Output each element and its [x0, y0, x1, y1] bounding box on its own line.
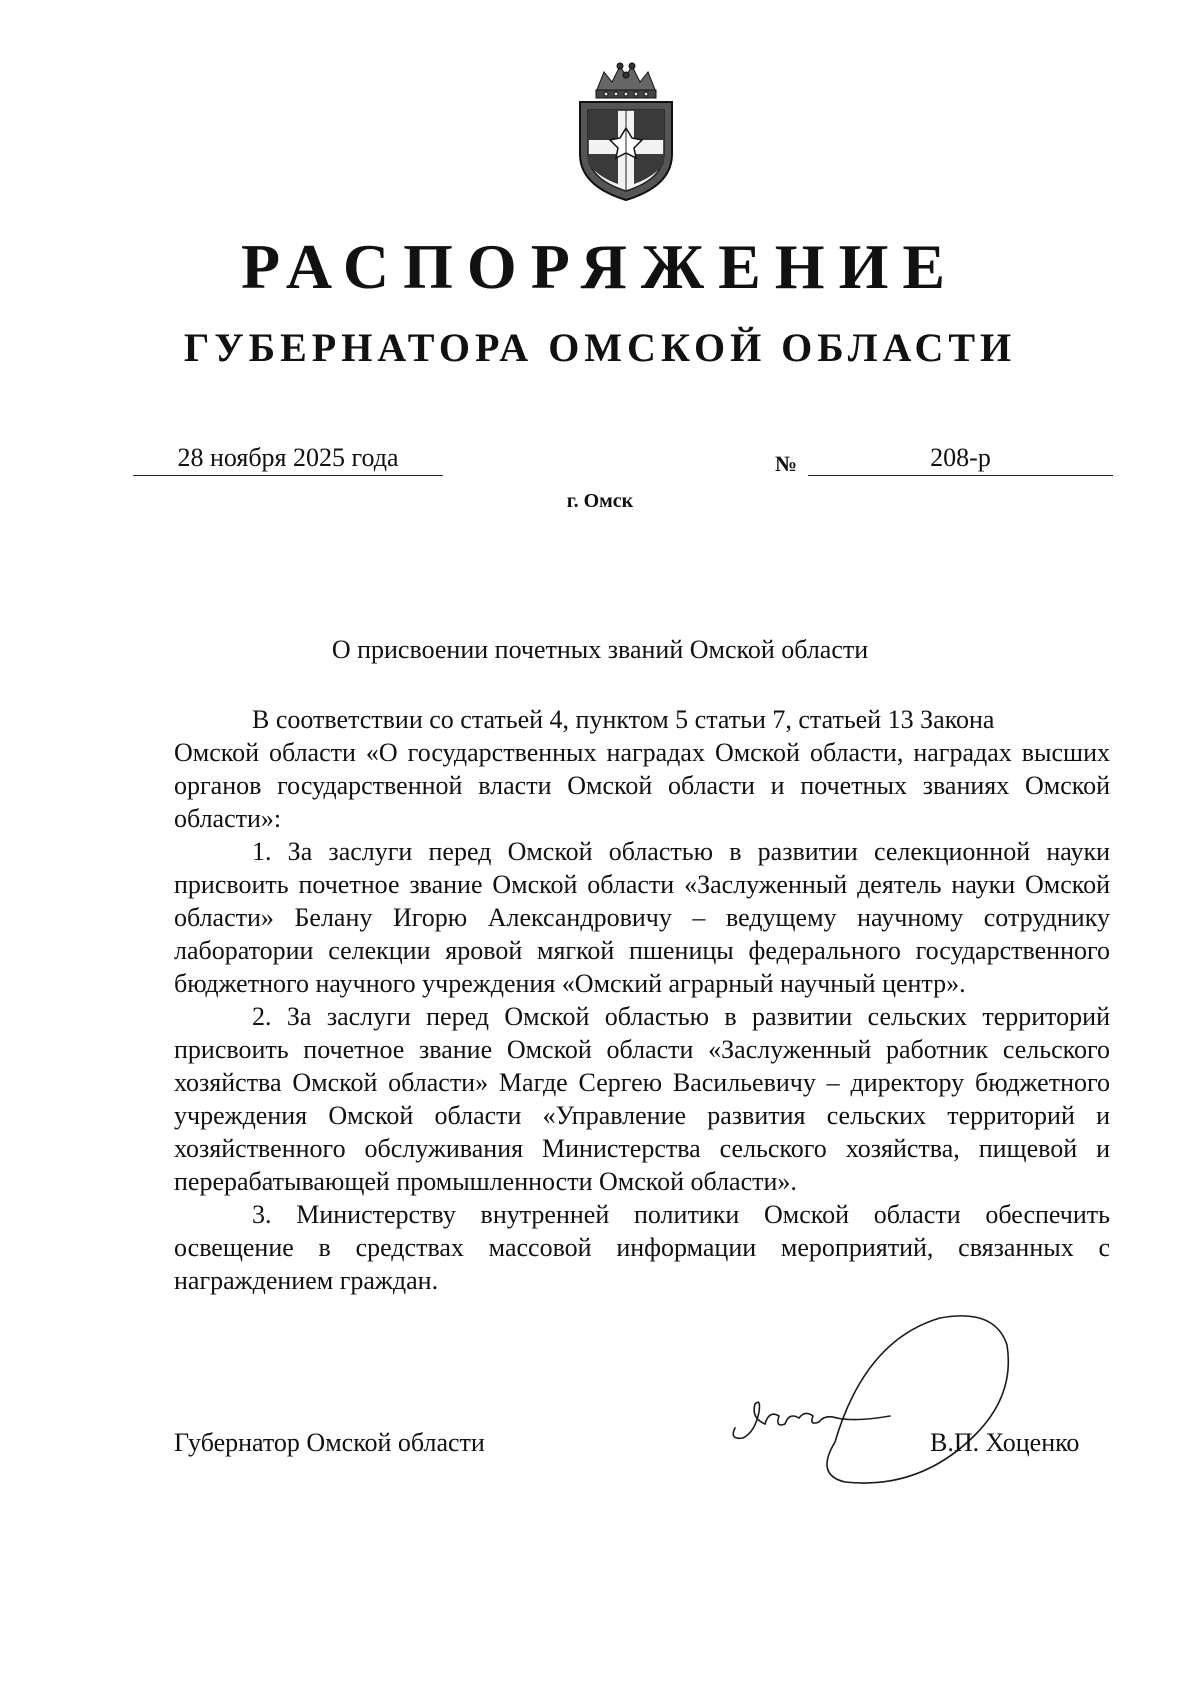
clause-1: 1. За заслуги перед Омской областью в развитии селекционной науки присвоить почетное звание Омской области «Заслуженный деятель науки Омской области» Белану Игорю Александровичу – ведущему научному сотруднику лаборатории селекции яровой мягкой пшеницы федерального государственного бюджетного научного учреждения «Омский аграрный научный центр». [174, 837, 1110, 998]
clause-2: 2. За заслуги перед Омской областью в развитии сельских территорий присвоить почетное звание Омской области «Заслуженный работник сельского хозяйства Омской области» Магде Сергею Васильевичу – директору бюджетного учреждения Омской области «Управление развития сельских территорий и хозяйственного обслуживания Министерства сельского хозяйства, пищевой и перерабатывающей промышленности Омской области». [174, 1002, 1110, 1196]
preamble-continuation: Омской области «О государственных наградах Омской области, наградах высших органов государственной власти Омской области и почетных званиях Омской области»: [174, 738, 1110, 833]
number-label: № [775, 451, 798, 476]
document-type: РАСПОРЯЖЕНИЕ [240, 231, 960, 302]
document-city: г. Омск [566, 490, 634, 512]
omsk-coat-of-arms-icon [566, 58, 686, 204]
document-date: 28 ноября 2025 года [133, 441, 443, 476]
handwritten-signature [725, 1300, 1045, 1500]
clause-3: 3. Министерству внутренней политики Омской области обеспечить освещение в средствах массовой информации мероприятий, связанных с награждением граждан. [174, 1200, 1110, 1295]
signer-position: Губернатор Омской области [174, 1428, 485, 1457]
issuer-title: ГУБЕРНАТОРА ОМСКОЙ ОБЛАСТИ [183, 325, 1017, 370]
preamble-first-line: В соответствии со статьей 4, пунктом 5 статьи 7, статьей 13 Закона [252, 705, 995, 734]
document-subject: О присвоении почетных званий Омской области [331, 635, 869, 664]
document-number: 208-р [808, 441, 1113, 476]
signer-name: В.П. Хоценко [930, 1428, 1080, 1457]
document-body [174, 703, 1110, 1297]
